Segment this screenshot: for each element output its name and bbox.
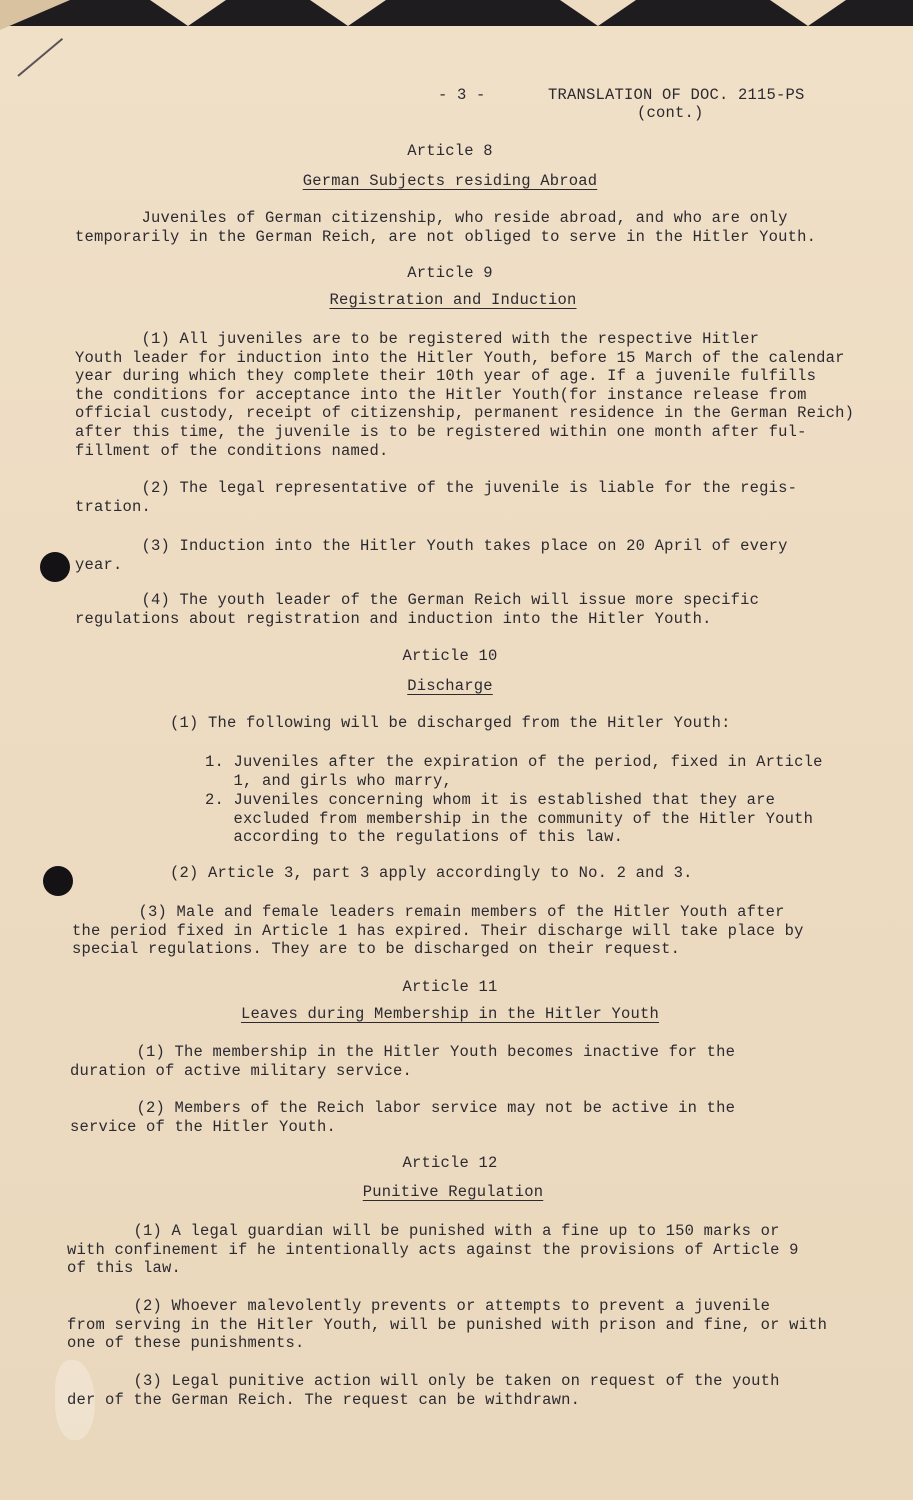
document-continued: (cont.)	[637, 104, 704, 122]
scan-top-edge	[0, 0, 913, 26]
document-title: TRANSLATION OF DOC. 2115-PS	[548, 86, 805, 104]
article-12-heading: Article 12	[402, 1154, 498, 1172]
punch-hole-lower	[43, 866, 73, 896]
article-10-item-2: 2. Juveniles concerning whom it is established that they are excluded from membership in the community of the Hitler Youth according to the regulations of this law.	[205, 791, 814, 847]
article-9-paragraph-4: (4) The youth leader of the German Reich will issue more specific regulations about registration and induction into the Hitler Youth.	[75, 591, 760, 628]
article-10-item-1: 1. Juveniles after the expiration of the period, fixed in Article 1, and girls who marry,	[205, 753, 823, 790]
article-8-title: German Subjects residing Abroad	[302, 172, 598, 190]
folded-corner	[0, 0, 70, 30]
article-10-paragraph-3: (3) Male and female leaders remain members of the Hitler Youth after the period fixed in Article 1 has expired. Their discharge will take place by special regulations. They are to be discharged on their request.	[72, 903, 804, 959]
article-9-paragraph-1: (1) All juveniles are to be registered with the respective Hitler Youth leader for induction into the Hitler Youth, before 15 March of the calendar year during which they complete their 10th year of age. If a juvenile fulfills the conditions for acceptance into the Hitler Youth(for instance release from official custody, receipt of citizenship, permanent residence in the German Reich) after this time, the juvenile is to be registered within one month after ful- fillment of the conditions named.	[75, 330, 855, 460]
article-10-paragraph-2: (2) Article 3, part 3 apply accordingly to No. 2 and 3.	[170, 864, 693, 882]
article-10-heading: Article 10	[402, 647, 498, 665]
article-11-paragraph-1: (1) The membership in the Hitler Youth becomes inactive for the duration of active military service.	[70, 1043, 736, 1080]
article-11-paragraph-2: (2) Members of the Reich labor service may not be active in the service of the Hitler Youth.	[70, 1099, 736, 1136]
article-9-paragraph-2: (2) The legal representative of the juvenile is liable for the regis- tration.	[75, 479, 798, 516]
article-12-paragraph-3: (3) Legal punitive action will only be taken on request of the youth der of the German Reich. The request can be withdrawn.	[67, 1372, 780, 1409]
article-8-paragraph: Juveniles of German citizenship, who reside abroad, and who are only temporarily in the German Reich, are not obliged to serve in the Hitler Youth.	[75, 209, 817, 246]
article-8-heading: Article 8	[407, 142, 493, 160]
article-10-title: Discharge	[407, 677, 493, 695]
article-11-heading: Article 11	[402, 978, 498, 996]
punch-hole-upper	[40, 552, 70, 582]
page-number: - 3 -	[438, 86, 486, 104]
article-9-title: Registration and Induction	[329, 291, 577, 309]
article-12-title: Punitive Regulation	[362, 1183, 544, 1201]
article-12-paragraph-1: (1) A legal guardian will be punished with a fine up to 150 marks or with confinement if he intentionally acts against the provisions of Article 9 of this law.	[67, 1222, 799, 1278]
article-9-paragraph-3: (3) Induction into the Hitler Youth takes place on 20 April of every year.	[75, 537, 788, 574]
article-10-paragraph-1: (1) The following will be discharged from the Hitler Youth:	[170, 714, 731, 732]
article-12-paragraph-2: (2) Whoever malevolently prevents or attempts to prevent a juvenile from serving in the Hitler Youth, will be punished with prison and fine, or with one of these punishments.	[67, 1297, 828, 1353]
article-9-heading: Article 9	[407, 264, 493, 282]
article-11-title: Leaves during Membership in the Hitler Youth	[240, 1005, 660, 1023]
pencil-mark	[17, 38, 63, 77]
